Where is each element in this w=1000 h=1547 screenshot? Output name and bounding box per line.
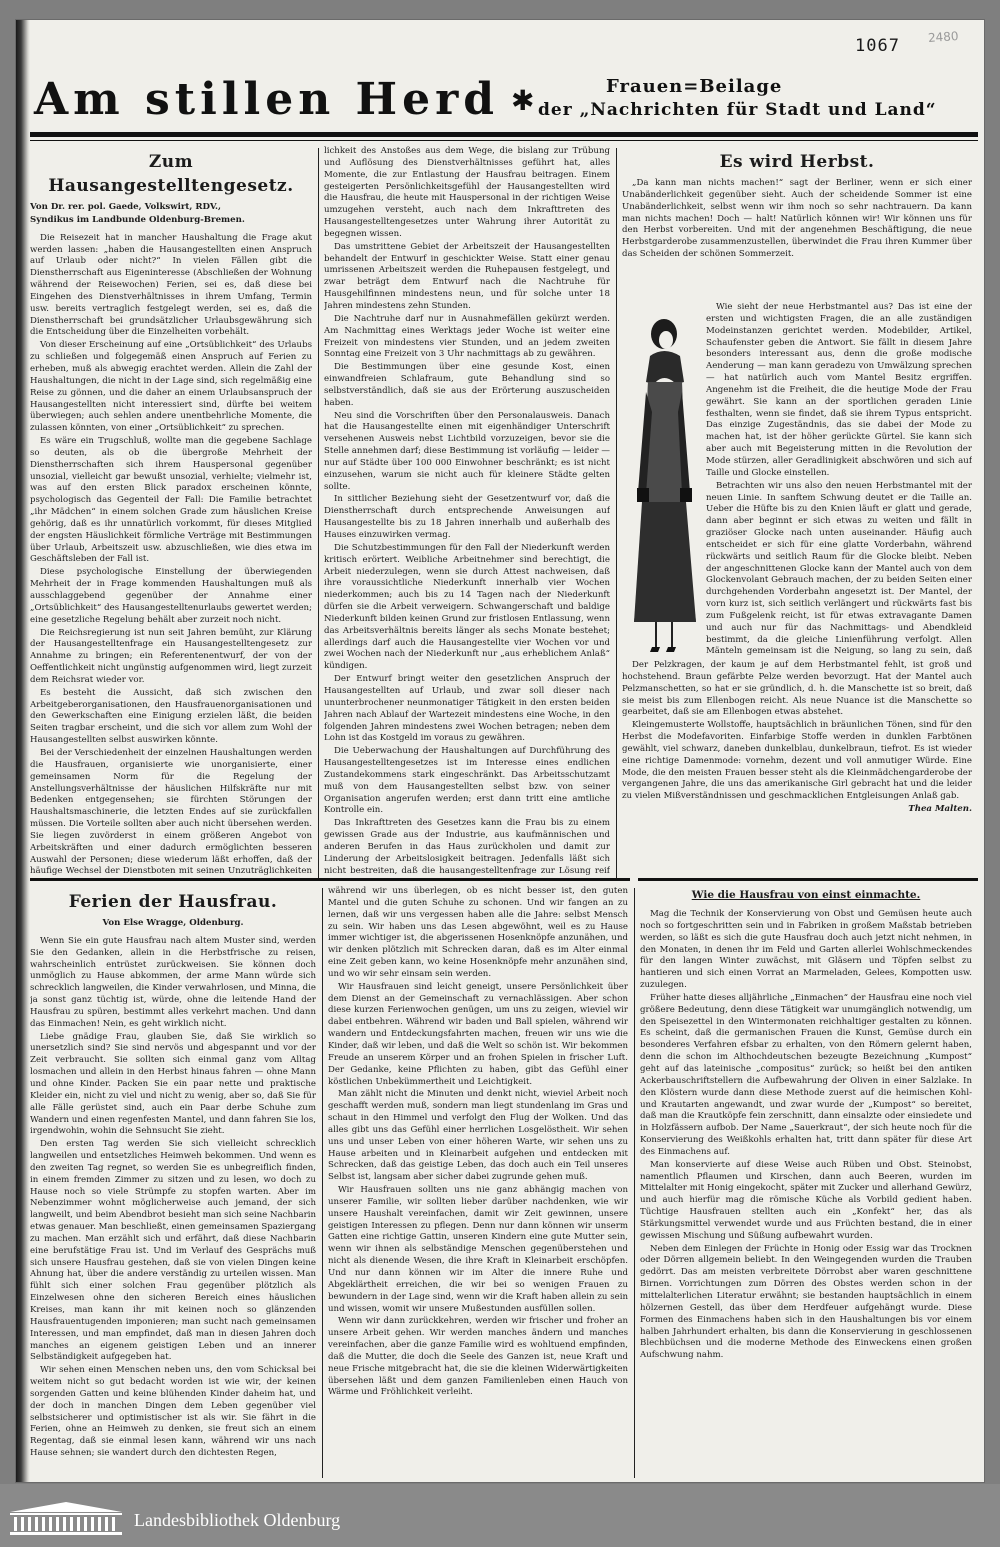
masthead-subtitle-2: der „Nachrichten für Stadt und Land“ [538,100,937,120]
paragraph: Betrachten wir uns also den neuen Herbstmantel mit der neuen Linie. In sanftem Schwung deutet er die Taille an. Ueber die Hüfte bis zu den Knien läuft er glatt und gerade, dann aber beginnt er sich etwas zu weiten und fällt in graziöser Glocke nach unten auseinander. Häufig auch entscheidet er sich für eine glatte Vorderbahn, während rückwärts und seitlich Raum für die Glocke bleibt. Neben der angeschnittenen Glocke kann der Mantel auch von dem Glockenvolant Gebrauch machen, der zu beiden Seiten einer durchgehenden Vorderbahn angesetzt ist. Der Mantel, der vorn kurz ist, sich seitlich verlängert und rückwärts fast bis zum Fußgelenk reicht, ist für etwas extravagante Damen und auch nur für das Nachmittags- und Abendkleid bestimmt, da die gleiche Linienführung verfolgt. Allen Mänteln gemeinsam ist die Neigung, so lang zu sein, daß [706,480,972,657]
article-ferien-col1 [30,886,316,1476]
paragraph: Neu sind die Vorschriften über den Personalausweis. Danach hat die Hausangestellte einen mit eigenhändiger Unterschrift versehenen Ausweis nebst Lichtbild vorzuzeigen, bevor sie die Stelle annehmen darf; diese Bestimmung ist vorläufig — leider — nur auf Städte über 100 000 Einwohner beschränkt; es ist nicht einzusehen, warum sie nicht auch für kleinere Städte gelten sollte. [324,410,610,492]
paragraph: Neben dem Einlegen der Früchte in Honig oder Essig war das Trocknen oder Dörren allgemein beliebt. In den Weingegenden wurden die Trauben gedörrt. Das am meisten verbreitete Dörrobst aber waren geschnittene Birnen. Vorrichtungen zum Dörren des Obstes werden schon in der mittelalterlichen Literatur erwähnt; sie bestanden hauptsächlich in einem hölzernen Gestell, das über dem Herdfeuer aufgehängt wurde. Diese Formen des Einmachens haben sich in den Haushaltungen bis vor einem halben Jahrhundert erhalten, bis dann die Konservierung in geschlossenen Blechbüchsen und die moderne Methode des Einweckens einen großen Aufschwung nahm. [640,1243,972,1361]
article-title-herbst: Es wird Herbst. [719,152,875,172]
paragraph: Die Nachtruhe darf nur in Ausnahmefällen gekürzt werden. Am Nachmittag eines Werktags jeder Woche ist weiter eine Freizeit von mindestens vier Stunden, und an jedem zweiten Sonntag eine Freizeit von 3 Uhr nachmittags ab zu gewähren. [324,313,610,360]
article-title-ferien: Ferien der Hausfrau. [68,892,278,912]
masthead-title: Am stillen Herd [34,74,500,125]
section-rule-left [30,878,630,881]
paragraph: Wir Hausfrauen sollten uns nie ganz abhängig machen von unserer Familie, wir sollten lieber darüber nachdenken, wie wir unsere Haushalt vereinfachen, damit wir Zeit gewinnen, unsere geistigen Interessen zu pflegen. Denn nur dann können wir unserm Gatten eine richtige Gattin, unseren Kindern eine gute Mutter sein, wenn wir ihnen als selbständige Menschen gegenüberstehen und nicht als dienende Wesen, die ihre Kraft in Kleinarbeit erschöpfen. Und nur dann können wir im Alter die innere Ruhe und Abgeklärtheit erreichen, die wir bei so wenigen Frauen zu bewundern in der Lage sind, wenn wir die Kraft haben allein zu sein und wissen, womit wir unsere Mußestunden ausfüllen sollen. [328,1185,628,1314]
paragraph: während wir uns überlegen, ob es nicht besser ist, den guten Mantel und die guten Schuhe zu schonen. Und wir fangen an zu lernen, daß wir uns vergessen haben alle die Jahre: selbst Mensch zu sein. Wir haben uns das Lesen abgewöhnt, weil es zu Hause immer wichtiger ist, die abgerissenen Hosenknöpfe anzunähen, und wir denken plötzlich mit Schrecken daran, daß es im Alter einmal eine Zeit geben kann, wo keine Hosenknöpfe mehr anzunähen sind, und wo wir sehr einsam sein werden. [328,886,628,979]
paragraph: Kleingemusterte Wollstoffe, hauptsächlich in bräunlichen Tönen, sind für den Herbst die Modefavoriten. Einfarbige Stoffe werden in dunklen Farbtönen gewählt, viel schwarz, daneben dunkelblau, dunkelbraun, tiefrot. Es ist wieder eine richtige Damenmode: vornehm, dezent und voll anmutiger Würde. Eine Mode, die den meisten Frauen besser steht als die Kleinmädchengarderobe der vergangenen Jahre, die uns das amerikanische Girl gebracht hat und die leider zu vielen Mißverständnissen und geschmacklichen Entgleisungen Anlaß gab. [622,720,972,802]
paragraph: Wie sieht der neue Herbstmantel aus? Das ist eine der ersten und wichtigsten Fragen, die an alle zuständigen Modeinstanzen gerichtet werden. Modebilder, Artikel, Schaufenster geben die Antwort. Sie fällt in diesem Jahre besonders interessant aus, denn die große modische Aenderung — man kann geradezu von Umwälzung sprechen — hat natürlich auch vom Mantel Besitz ergriffen. Angenehm ist die Freiheit, die die heutige Mode der Frau gewährt. Sie kann an der sportlichen geraden Linie festhalten, wenn sie findet, daß sie ihrem Typus entspricht. Das einzige Zugeständnis, das sie dabei der Mode zu machen hat, ist der höher gerückte Gürtel. Sie kann sich aber auch mit Begeisterung mitten in die Revolution der Mode stürzen, aller Geradlinigkeit abschwören und sich auf Taille und Glocke einstellen. [706,302,972,478]
section-rule-right [638,878,978,881]
paragraph: Wenn Sie ein gute Hausfrau nach altem Muster sind, werden Sie den Gedanken, allein in die Herbstfrische zu reisen, wahrscheinlich entrüstet zurückweisen. Sie können doch unmöglich zu Hause abkommen, der arme Mann würde sich schrecklich langweilen, die Kinder verwahrlosen, und Minna, die ja sonst ganz tüchtig ist, würde, ohne die leitende Hand der Hausfrau zu spüren, bestimmt alles verkehrt machen. Und dann das Einmachen! Nein, es geht wirklich nicht. [30,935,316,1029]
column-divider [322,888,323,1478]
paragraph: Die Ueberwachung der Haushaltungen auf Durchführung des Hausangestelltengesetzes ist im Interesse eines endlichen Zustandekommens stark eingeschränkt. Das Arbeitsschutzamt muß von dem Hausangestellten selbst bzw. von seiner Organisation angerufen werden; erst dann tritt eine amtliche Kontrolle ein. [324,746,610,816]
paragraph: Den ersten Tag werden Sie sich vielleicht schrecklich langweilen und entsetzliches Heimweh bekommen. Und wenn es den zweiten Tag regnet, so werden Sie es unbegreiflich finden, in einem fremden Zimmer zu sitzen und zu lesen, wo doch zu Hause noch so viele Strümpfe zu stopfen warten. Aber im Nebenzimmer wohnt möglicherweise auch jemand, der sich langweilt, und beim Abendbrot besieht man sich seine Nachbarin etwas genauer. Man beschließt, einen gemeinsamen Spaziergang zu machen. Man erzählt sich und erfährt, daß diese Nachbarin eine berufstätige Frau ist. Und im Verlauf des Gesprächs muß sich unsere Hausfrau gestehen, daß sie von vielen Dingen keine Ahnung hat, über die andere verständig zu urteilen wissen. Man fühlt sich einer solchen Frau gegenüber plötzlich als Einzelwesen ohne den sicheren Bereich eines häuslichen Kreises, man kann ihr mit keinen noch so glänzenden Hausfrauentugenden imponieren; man sucht nach gemeinsamen Interessen, und man empfindet, daß man in diesen Jahren doch manches an eigenem geistigen Leben und an innerer Selbständigkeit aufgegeben hat. [30,1139,316,1363]
page-stamp: 2480 [927,28,959,46]
column-divider [634,888,635,1478]
page-number: 1067 [855,36,900,56]
paragraph: Der Pelzkragen, der kaum je auf dem Herbstmantel fehlt, ist groß und hochstehend. Braun gefärbte Pelze werden bevorzugt. Hat der Mantel auch Pelzmanschetten, so hat er sie gründlich, d. h. die Manschette ist so breit, daß sie meist bis zum Ellenbogen reicht. Als neue Nuance ist die Manschette so gearbeitet, daß sie am Ellenbogen etwas abstehet. [622,660,972,718]
paragraph: Liebe gnädige Frau, glauben Sie, daß Sie wirklich so unersetzlich sind? Sie sind nervös und abgespannt und vor der Zeit verbraucht. Sie sollten sich einmal ganz vom Alltag losmachen und allein in den Herbst hinaus fahren — ohne Mann und ohne Kinder. Packen Sie ein paar nette und praktische Kleider ein, nicht zu viel und nicht zu wenig, aber so, daß Sie für alle Fälle gerüstet sind, auch ein Paar derbe Schuhe zum Wandern und einen regenfesten Mantel, und dann fahren Sie los, irgendwohin, wohin die Sehnsucht Sie zieht. [30,1031,316,1137]
paragraph: Man zählt nicht die Minuten und denkt nicht, wieviel Arbeit noch geschafft werden muß, sondern man liegt stundenlang im Gras und schaut in den Himmel und verfolgt den Flug der Wolken. Und das alles gibt uns das Gefühl einer herrlichen Losgelöstheit. Wir sehen uns und unser Leben von einer höheren Warte, wir sehen uns zu Hause arbeiten und in Kleinarbeit aufgehen und entdecken mit Schrecken, daß das geistige Leben, das doch auch ein Teil unseres Selbst ist, langsam aber sicher dabei zugrunde gehen muß. [328,1089,628,1183]
paragraph: In sittlicher Beziehung sieht der Gesetzentwurf vor, daß die Dienstherrschaft durch entsprechende Anweisungen auf Hausangestellte bis zu 18 Jahren innerhalb und außerhalb des Hauses einzuwirken vermag. [324,494,610,540]
paragraph: lichkeit des Anstoßes aus dem Wege, die bislang zur Trübung und Auflösung des Dienstverhältnisses geführt hat, alles Momente, die zur Entlastung der Hausfrau beitragen. Einem gesteigerten Persönlichkeitsgefühl der Hausangestellten wird die Hausfrau, die heute mit Hauspersonal in der richtigen Weise umzugehen versteht, auch nach dem Inkrafttreten des Hausangestelltengesetzes unter Wahrung ihrer Autorität zu begegnen wissen. [324,146,610,239]
paragraph: Wenn wir dann zurückkehren, werden wir frischer und froher an unsere Arbeit gehen. Wir werden manches ändern und manches vereinfachen, aber die ganze Familie wird es wohltuend empfinden, daß die Mutter, die doch die Seele des Ganzen ist, neue Kraft und neue Frische mitgebracht hat, die sie die kleinen Widerwärtigkeiten übersehen läßt und dem ganzen Familienleben einen Hauch von Wärme und Fröhlichkeit verleiht. [328,1316,628,1398]
newspaper-page [16,20,984,1482]
paragraph: Von dieser Erscheinung auf eine „Ortsüblichkeit“ des Urlaubs zu schließen und folgegemäß einen Anspruch auf Ferien zu erheben, muß als abwegig erachtet werden. Allein die Zahl der Haushaltungen, die nicht in der Lage sind, sich regelmäßig eine Reise zu gönnen, und die daher an einem Urlaubsanspruch der Hausangestellten nicht interessiert sind, dürfte bei weitem überwiegen; auch sehlen andere unentbehrliche Momente, die zulassen könnten, von einer „Ortsüblichkeit“ zu sprechen. [30,340,312,434]
article-herbst-side [706,302,972,657]
article-herbst-bottom [622,660,972,878]
article-title-einmachen: Wie die Hausfrau von einst einmachte. [691,889,921,901]
article-byline: Von Dr. rer. pol. Gaede, Volkswirt, RDV., [30,202,221,212]
paragraph: Die Reichsregierung ist nun seit Jahren bemüht, zur Klärung der Hausangestelltenfrage ein Hausangestelltengesetz zur Annahme zu bringen; ein Referentenentwurf, der von der Oeffentlichkeit nicht ungünstig aufgenommen wird, liegt zurzeit dem Reichsrat wieder vor. [30,627,312,685]
library-name: Landesbibliothek Oldenburg [134,1510,341,1530]
binding-edge [16,20,30,1482]
fashion-illustration-coat [626,302,701,657]
paragraph: Man konservierte auf diese Weise auch Rüben und Obst. Steinobst, namentlich Pflaumen und Kirschen, dann auch Beeren, wurden im Mittelalter mit Honig eingekocht, später mit Zucker und allerhand Gewürz, und auch hierfür mag die römische Küche als Vorbild gedient haben. Tüchtige Hausfrauen stellten auch ein „Konfekt“ her, das als Stärkungsmittel verwendet wurde und aus Früchten bestand, die in einer gewissen Mischung und Süßung aufbewahrt wurden. [640,1159,972,1241]
article-title-hausangestellten: Zum Hausangestelltengesetz. [48,152,294,196]
paragraph: Das Inkrafttreten des Gesetzes kann die Frau bis zu einem gewissen Grade aus der Industrie, aus kaufmännischen und anderen Berufen in das Haus zurückholen und damit zur Linderung der Arbeitslosigkeit beitragen. Jedenfalls läßt sich nicht bestreiten, daß die hausangestelltenfrage zur Lösung reif [324,818,610,876]
paragraph: „Da kann man nichts machen!“ sagt der Berliner, wenn er sich einer Unabänderlichkeit gegenüber sieht. Auch der scheidende Sommer ist eine Unabänderlichkeit, selbst wenn wir ihm noch so sehr nachtrauern. Da kann man nichts machen! Doch — halt! Natürlich können wir! Wir können uns für den Herbst vorbereiten. Und mit der angenehmen Beschäftigung, die neue Herbstgarderobe zusammenzustellen, überwindet die Frau ihren Kummer über das Scheiden der schönen Sommerzeit. [622,178,972,260]
masthead-star: ✱ [511,84,535,117]
column-divider [318,148,319,878]
paragraph: Die Schutzbestimmungen für den Fall der Niederkunft werden kritisch erörtert. Weibliche Arbeitnehmer sind berechtigt, die Arbeit niederzulegen, wenn sie durch Attest nachweisen, daß ihre voraussichtliche Niederkunft innerhalb vier Wochen niederkommen; auch bis zu 14 Tagen nach der Niederkunft dürfen sie die Arbeit verweigern. Schwangerschaft und baldige Niederkunft bilden keinen Grund zur fristlosen Entlassung, wenn das Arbeitsverhältnis bereits länger als sechs Monate bestehet; allerdings darf auch die Hausangestellte vier Wochen vor und zwei Wochen nach der Niederkunft nur „aus erheblichem Anlaß“ kündigen. [324,542,610,672]
paragraph: Früher hatte dieses alljährliche „Einmachen“ der Hausfrau eine noch viel größere Bedeutung, denn diese Tätigkeit war unumgänglich notwendig, um den Speisezettel in den Wintermonaten reichhaltiger gestalten zu können. Es scheint, daß die germanischen Frauen die Kunst, Gemüse durch ein besonderes Verfahren efsbar zu erhalten, von den Römern gelernt haben, denn die schon im Althochdeutschen bezeugte Bezeichnung „Kumpost“ geht auf das lateinische „compositus“ zurück; so heißt bei den antiken Ackerbauschriftstellern die Aufbewahrung der Oliven in einer Salzlake. In den Klöstern wurde dann diese Methode zuerst auf die heimischen Kohl- und Krautarten angewandt, und zwar wurde der „Kumpost“ so bereitet, daß man die Krautköpfe fein zerschnitt, dann einsalzte oder einsiedete und in Holzfässern aufbob. Der Name „Sauerkraut“, der sich heute noch für die Konservierung des Weißkohls erhalten hat, tritt dann später für diese Art des Einmachens auf. [640,992,972,1157]
article-hausangestellten-col1 [30,146,312,876]
article-byline-role: Syndikus im Landbunde Oldenburg-Bremen. [30,214,245,225]
article-hausangestellten-col2 [324,146,610,876]
article-byline: Von Else Wragge, Oldenburg. [102,918,244,928]
paragraph: Das umstrittene Gebiet der Arbeitszeit der Hausangestellten behandelt der Entwurf in geschickter Weise. Statt einer genau umrissenen Arbeitszeit werden die Ruhepausen festgelegt, und zwar beträgt dem Entwurf nach die Nachtruhe für Hausgehilfinnen mindestens neun, und für solche unter 18 Jahren mindestens zehn Stunden. [324,241,610,311]
paragraph: Es wäre ein Trugschluß, wollte man die gegebene Sachlage so deuten, als ob die übergroße Mehrheit der Dienstherrschaften sich ihrem Hauspersonal gegenüber unsozial, vielleicht gar bewußt unsozial, verhielte; vielmehr ist, was auf den ersten Blick paradox erscheinen könnte, psychologisch das Gegenteil der Fall: Die Familie betrachtet „ihr Mädchen“ in einem solchen Grade zum häuslichen Kreise gehörig, daß es ihr unnatürlich vorkommt, für dieses Mitglied der engsten Häuslichkeit förmliche Verträge mit Bestimmungen über Urlaub, Arbeitszeit usw. abzuschließen, wie dies etwa im Geschäftsleben der Fall ist. [30,436,312,565]
paragraph: Der Entwurf bringt weiter den gesetzlichen Anspruch der Hausangestellten auf Urlaub, und zwar soll dieser nach ununterbrochener neunmonatiger Tätigkeit in den ersten beiden Jahren nach Ablauf der Wartezeit mindestens eine Woche, in den folgenden Jahren mindestens zwei Wochen betragen; neben dem Lohn ist das Kostgeld im voraus zu gewähren. [324,674,610,744]
article-ferien-col2 [328,886,628,1476]
masthead-subtitle-1: Frauen=Beilage [606,76,783,97]
paragraph: Diese psychologische Einstellung der überwiegenden Mehrheit der in Frage kommenden Haushaltungen muß als ausschlaggebend gegenüber der Annahme einer „Ortsüblichkeit“ des Hausangestelltenurlaubs gewertet werden; eine gesetzliche Regelung behält aber zurzeit noch nicht. [30,567,312,625]
paragraph: Es besteht die Aussicht, daß sich zwischen den Arbeitgeberorganisationen, den Hausfrauenorganisationen und den Gewerkschaften eine Einigung erzielen läßt, die beiden Seiten tragbar erscheint, und die sich vor allem zum Wohl der Hausangestellten selbst auswirken könnte. [30,687,312,746]
paragraph: Wir Hausfrauen sind leicht geneigt, unsere Persönlichkeit über dem Dienst an der Gemeinschaft zu vernachlässigen. Aber schon diese kurzen Ferienwochen genügen, um uns zu zeigen, wieviel wir dabei entbehren. Während wir baden und Ball spielen, während wir wandern und Entdeckungsfahrten machen, freuen wir uns wie die Kinder, daß wir leben, und daß die Welt so schön ist. Wir bekommen Freude an unserem Körper und an frohen Spielen in frischer Luft. Der Gedanke, keine Pflichten zu haben, gibt das Gefühl einer köstlichen Unbekümmertheit und Leichtigkeit. [328,981,628,1087]
paragraph: Bei der Verschiedenheit der einzelnen Haushaltungen werden die Hausfrauen, organisierte wie unorganisierte, einer gemeinsamen Norm für die Regelung der Anstellungsverhältnisse der häuslichen Hilfskräfte nur mit Bedenken entgegensehen; sie fürchten Störungen der Haushaltsmaschinerie, die letzten Endes auf sie zurückfallen müssen. Die Vorteile sollten aber auch nicht übersehen werden. Sie liegen zuvörderst in einem größeren Angebot von Arbeitskräften und einer dadurch ermöglichten besseren Auswahl der Personen; diese wiederum läßt erhoffen, daß der häufige Wechsel der Dienstboten mit seinen Unzuträglichkeiten [30,747,312,876]
column-divider [616,148,617,878]
paragraph: Die Bestimmungen über eine gesunde Kost, einen einwandfreien Schlafraum, gute Behandlung sind so selbstverständlich, daß sie aus der Erörterung auszuscheiden haben. [324,362,610,408]
library-building-logo [10,1502,122,1536]
masthead-rule-thin [30,140,978,141]
masthead-rule [30,132,978,137]
article-herbst-top [622,146,972,301]
article-signature: Thea Malten. [908,804,972,815]
paragraph: Die Reisezeit hat in mancher Haushaltung die Frage akut werden lassen: „haben die Hausangestellten einen Anspruch auf Urlaub oder nicht?“ In vielen Fällen gibt die Dienstherrschaft aus Eigeninteresse (Abschließen der Wohnung während der Reisewochen) Ferien, sei es, daß diese bei Eingehen des Dienstverhältnisses in ihrem Umfang, Termin usw. bereits vertraglich festgelegt werden, sei es, daß die Dienstherrschaft bei grundsätzlicher Urlaubsgewährung sich die Entscheidung über die Einzelheiten vorbehält. [30,232,312,338]
paragraph: Mag die Technik der Konservierung von Obst und Gemüsen heute auch noch so fortgeschritten sein und in Fabriken in großem Maßstab betrieben werden, so läßt es sich die gute Hausfrau doch auch jetzt nicht nehmen, in den Monaten, in denen ihr im Feld und Garten allerlei Wohlschmeckendes für den langen Winter zuwächst, mit Gläsern und Töpfen selbst zu hantieren und sich einen Vorrat an Marmeladen, Gelees, Kompotten usw. zuzulegen. [640,909,972,991]
article-einmachen [640,886,972,1476]
paragraph: Wir sehen einen Menschen neben uns, den vom Schicksal bei weitem nicht so gut bedacht worden ist wie wir, der keinen sorgenden Gatten und keine blühenden Kinder daheim hat, und der doch in manchen Dingen dem Leben gegenüber viel selbstsicherer und optimistischer ist als wir. Sie fährt in die Ferien, ohne an Heimweh zu denken, sie freut sich an einem Regentag, daß sie einmal lesen kann, während wir uns nach Hause sehnen; sie wandert durch den dichtesten Regen, [30,1365,316,1459]
